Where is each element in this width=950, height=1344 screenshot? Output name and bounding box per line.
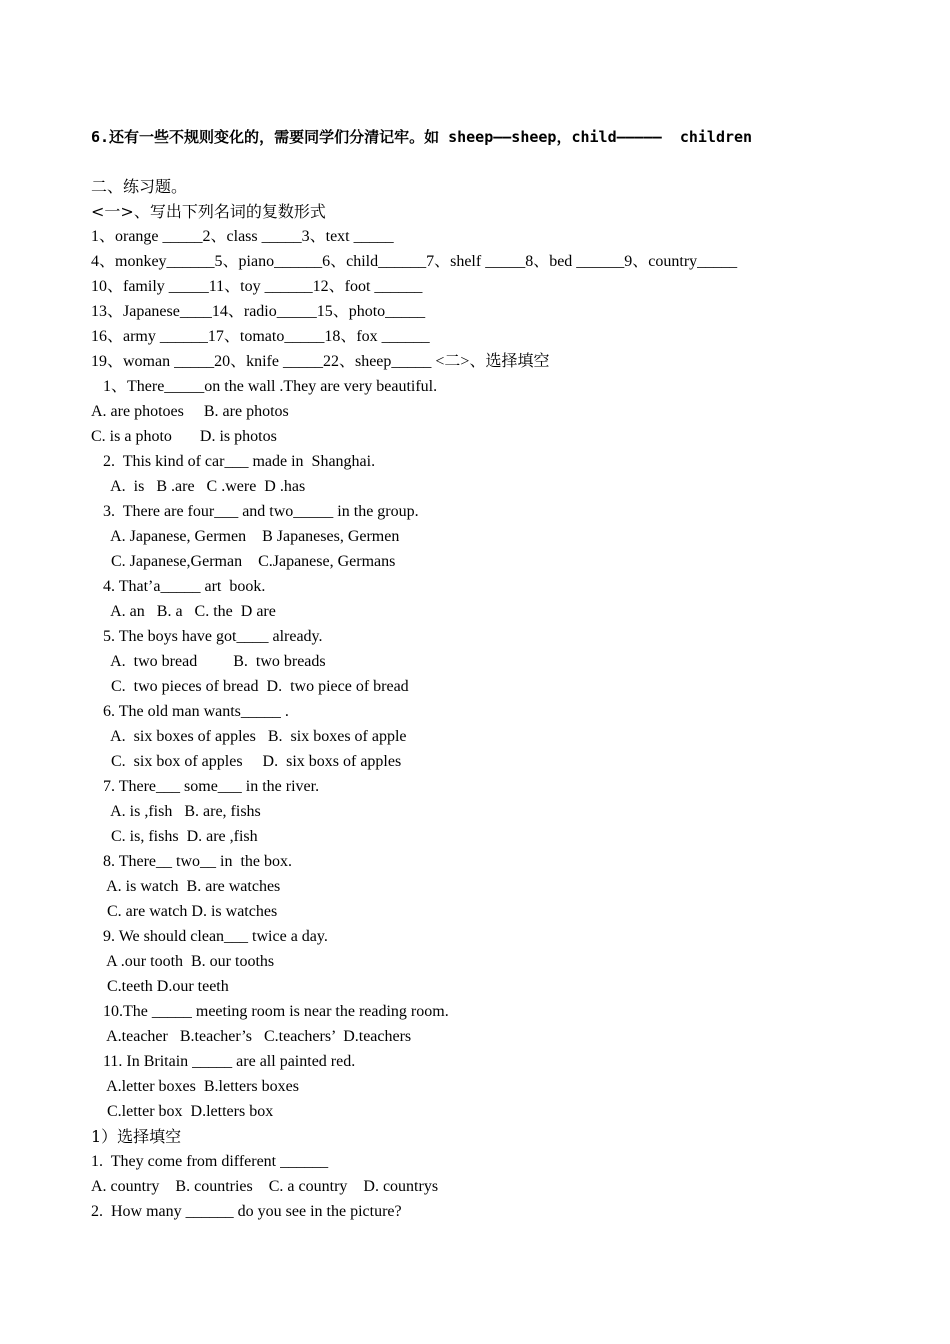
choice-option-line: C.teeth D.our teeth: [91, 978, 229, 995]
choice-question-line: 2. How many ______ do you see in the picture?: [91, 1203, 402, 1220]
choice-option-line: A. country B. countries C. a country D. countrys: [91, 1178, 439, 1195]
choice-question-line: 1. They come from different ______: [91, 1153, 329, 1170]
choice-question-line: 6. The old man wants_____ .: [91, 703, 289, 720]
choice-option-line: C. two pieces of bread D. two piece of bread: [91, 678, 409, 695]
choice-option-line: A .our tooth B. our tooths: [91, 953, 275, 970]
section-title: 二、练习题。: [91, 177, 188, 196]
choice-option-line: A. Japanese, Germen B Japaneses, Germen: [91, 528, 400, 545]
plural-exercise-line: 10、family _____11、toy ______12、foot ______: [91, 278, 423, 295]
choice-option-line: A. is watch B. are watches: [91, 878, 281, 895]
choice-question-line: 5. The boys have got____ already.: [91, 628, 323, 645]
choice-question-line: 8. There__ two__ in the box.: [91, 853, 293, 870]
choice-question-line: 11. In Britain _____ are all painted red.: [91, 1053, 356, 1070]
choice-option-line: A. is ,fish B. are, fishs: [91, 803, 261, 820]
choice-option-line: A. an B. a C. the D are: [91, 603, 276, 620]
plural-exercise-line: 13、Japanese____14、radio_____15、photo_____: [91, 303, 426, 320]
choice-option-line: C. Japanese,German C.Japanese, Germans: [91, 553, 396, 570]
plural-exercise-line: 4、monkey______5、piano______6、child______7、shelf _____8、bed ______9、country_____: [91, 253, 738, 270]
choice-option-line: C.letter box D.letters box: [91, 1103, 274, 1120]
choice-question-line: 3. There are four___ and two_____ in the group.: [91, 503, 419, 520]
choice-question-line: 10.The _____ meeting room is near the reading room.: [91, 1003, 449, 1020]
choice-option-line: A.letter boxes B.letters boxes: [91, 1078, 299, 1095]
part1-title: <一>、写出下列名词的复数形式: [91, 202, 326, 221]
choice-option-line: A. six boxes of apples B. six boxes of apple: [91, 728, 407, 745]
choice-option-line: C. six box of apples D. six boxs of apples: [91, 753, 402, 770]
plural-exercise-line: 19、woman _____20、knife _____22、sheep_____ <二>、选择填空: [91, 353, 550, 370]
choice-option-line: A. is B .are C .were D .has: [91, 478, 306, 495]
choice-question-line: 7. There___ some___ in the river.: [91, 778, 320, 795]
choice-option-line: C. is, fishs D. are ,fish: [91, 828, 258, 845]
choice-question-line: 2. This kind of car___ made in Shanghai.: [91, 453, 376, 470]
plural-exercise-line: 1、orange _____2、class _____3、text _____: [91, 228, 394, 245]
choice-option-line: C. is a photo D. is photos: [91, 428, 277, 445]
plural-exercise-line: 16、army ______17、tomato_____18、fox ______: [91, 328, 430, 345]
choice-question-line: 1、There_____on the wall .They are very beautiful.: [91, 378, 438, 395]
choice-option-line: A.teacher B.teacher’s C.teachers’ D.teachers: [91, 1028, 412, 1045]
choice-option-line: A. two bread B. two breads: [91, 653, 326, 670]
choice-option-line: C. are watch D. is watches: [91, 903, 278, 920]
irregular-plural-note: 6.还有一些不规则变化的，需要同学们分清记牢。如 sheep——sheep，child————— children: [91, 128, 753, 146]
choice-option-line: A. are photoes B. are photos: [91, 403, 289, 420]
choice-question-line: 9. We should clean___ twice a day.: [91, 928, 328, 945]
part3-title: 1）选择填空: [91, 1127, 182, 1146]
choice-question-line: 4. That’a_____ art book.: [91, 578, 266, 595]
